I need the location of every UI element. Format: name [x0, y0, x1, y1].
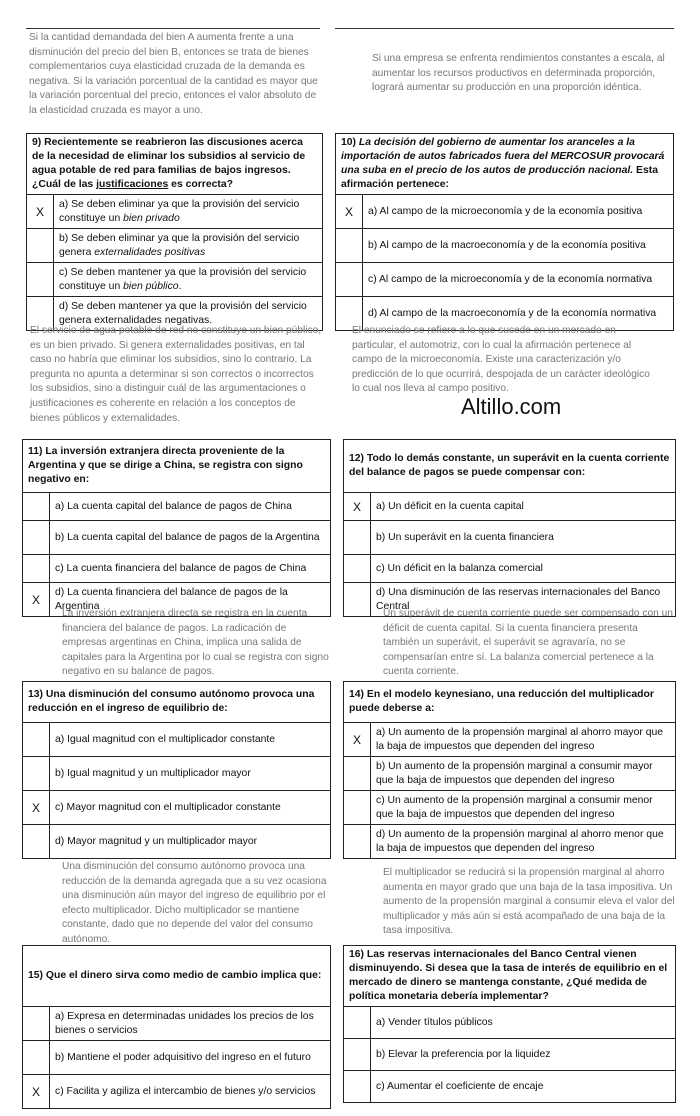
question-16-prompt: 16) Las reservas internacionales del Banco Central vienen disminuyendo. Si desea que la tasa de interés de equilibrio en el mercado de dinero se mantenga constante, ¿Qué medida de política monetaria debería implementar?	[344, 946, 676, 1007]
answer-mark	[336, 263, 363, 297]
question-11-prompt: 11) La inversión extranjera directa proveniente de la Argentina y que se dirige a China, se registra con signo negativo en:	[23, 440, 331, 493]
option-a[interactable]: a) Al campo de la microeconomía y de la economía positiva	[363, 195, 674, 229]
option-b[interactable]: b) La cuenta capital del balance de pagos de la Argentina	[50, 521, 331, 555]
question-12-table	[343, 439, 676, 617]
question-10-explanation: El enunciado se refiere a lo que sucede en un mercado en particular, el automotriz, con lo cual la afirmación pertenece al campo de la microeconomía. Existe una caracterización y/o predicción de lo que ocurrirá, despojada de un carácter ideológico lo cual nos lleva al campo positivo.	[352, 325, 650, 395]
question-9-table	[26, 133, 323, 331]
option-c[interactable]: c) Un déficit en la balanza comercial	[371, 555, 676, 583]
question-13-explanation: Una disminución del consumo autónomo provoca una reducción de la demanda agregada que a su vez ocasiona una disminución aún mayor del ingreso de equilibrio por el efecto multiplicador. Dicho multiplicador se mantiene constante, dado que no depende del valor del consumo autónomo.	[62, 861, 327, 945]
question-11-table	[22, 439, 331, 617]
option-c[interactable]: c) Se deben mantener ya que la provisión del servicio constituye un bien público.	[54, 263, 323, 297]
question-15-table	[22, 945, 331, 1109]
option-a[interactable]: a) La cuenta capital del balance de pagos de China	[50, 493, 331, 521]
answer-mark	[344, 757, 371, 791]
answer-mark	[344, 1039, 371, 1071]
top-left-note: Si la cantidad demandada del bien A aumenta frente a una disminución del precio del bien B, entonces se trata de bienes complementarios cuya elasticidad cruzada de la demanda es negativa. Si la variación porcentual de la cantidad es mayor que la variación porcentual del precio, entonces el valor absoluto de la elasticidad cruzada es mayor a uno.	[29, 32, 318, 116]
option-c[interactable]: c) Al campo de la microeconomía y de la economía normativa	[363, 263, 674, 297]
question-10-table	[335, 133, 674, 331]
option-c[interactable]: c) Mayor magnitud con el multiplicador constante	[50, 791, 331, 825]
option-a[interactable]: a) Se deben eliminar ya que la provisión del servicio constituye un bien privado	[54, 195, 323, 229]
option-d[interactable]: d) Se deben mantener ya que la provisión del servicio genera externalidades negativas.	[54, 297, 323, 331]
option-a[interactable]: a) Un déficit en la cuenta capital	[371, 493, 676, 521]
option-a[interactable]: a) Vender títulos públicos	[371, 1007, 676, 1039]
answer-mark: X	[23, 791, 50, 825]
answer-mark: X	[344, 493, 371, 521]
option-c[interactable]: c) Facilita y agiliza el intercambio de bienes y/o servicios	[50, 1075, 331, 1109]
question-13-table	[22, 681, 331, 859]
option-c[interactable]: c) La cuenta financiera del balance de pagos de China	[50, 555, 331, 583]
option-c[interactable]: c) Aumentar el coeficiente de encaje	[371, 1071, 676, 1103]
option-d[interactable]: d) Una disminución de las reservas internacionales del Banco Central	[371, 583, 676, 617]
answer-mark	[344, 1007, 371, 1039]
question-9-prompt: 9) Recientemente se reabrieron las discusiones acerca de la necesidad de eliminar los subsidios al servicio de agua potable de red para familias de bajos ingresos. ¿Cuál de las justificaciones es correcta?	[27, 134, 323, 195]
option-b[interactable]: b) Un aumento de la propensión marginal a consumir mayor que la baja de impuestos que dependen del ingreso	[371, 757, 676, 791]
answer-mark	[344, 583, 371, 617]
answer-mark	[23, 757, 50, 791]
answer-mark	[23, 1041, 50, 1075]
question-9-explanation: El servicio de agua potable de red no constituye un bien público, es un bien privado. Si genera externalidades positivas, en tal caso no habría que eliminar los subsidios, sino lo contrario. La pregunta no apunta a determinar si son correctos o incorrectos los subsidios, sino a distinguir cuál de las argumentaciones o justificaciones es coherente en relación a los conceptos de bienes públicos y externalidades.	[30, 325, 322, 424]
answer-mark	[344, 1071, 371, 1103]
answer-mark	[23, 1007, 50, 1041]
option-b[interactable]: b) Un superávit en la cuenta financiera	[371, 521, 676, 555]
question-14-explanation: El multiplicador se reducirá si la propensión marginal al ahorro aumenta en mayor grado que una baja de la tasa impositiva. Un aumento de la propensión marginal a consumir eleva el valor del multiplicador y más aún si está acompañado de una baja de la tasa impositiva.	[383, 867, 675, 937]
answer-mark	[23, 825, 50, 859]
answer-mark	[27, 229, 54, 263]
question-14-table	[343, 681, 676, 859]
question-16-table	[343, 945, 676, 1103]
question-15-prompt: 15) Que el dinero sirva como medio de cambio implica que:	[23, 946, 331, 1007]
option-d[interactable]: d) La cuenta financiera del balance de pagos de la Argentina	[50, 583, 331, 617]
answer-mark	[344, 825, 371, 859]
answer-mark	[344, 555, 371, 583]
option-b[interactable]: b) Elevar la preferencia por la liquidez	[371, 1039, 676, 1071]
answer-mark: X	[23, 583, 50, 617]
option-b[interactable]: b) Igual magnitud y un multiplicador mayor	[50, 757, 331, 791]
option-a[interactable]: a) Un aumento de la propensión marginal al ahorro mayor que la baja de impuestos que dependen del ingreso	[371, 723, 676, 757]
answer-mark	[336, 229, 363, 263]
answer-mark	[23, 521, 50, 555]
option-a[interactable]: a) Expresa en determinadas unidades los precios de los bienes o servicios	[50, 1007, 331, 1041]
answer-mark	[23, 723, 50, 757]
option-d[interactable]: d) Mayor magnitud y un multiplicador mayor	[50, 825, 331, 859]
divider	[335, 28, 674, 29]
answer-mark: X	[344, 723, 371, 757]
question-12-explanation: Un superávit de cuenta corriente puede ser compensado con un déficit de cuenta capital. Si la cuenta financiera presenta también un superávit, el superávit se agravaría, no se compensarían entre sí. La balanza comercial pertenece a la cuenta corriente.	[383, 608, 673, 678]
option-b[interactable]: b) Se deben eliminar ya que la provisión del servicio genera externalidades positivas	[54, 229, 323, 263]
question-11-explanation: La inversión extranjera directa se registra en la cuenta financiera del balance de pagos. La radicación de empresas argentinas en China, implica una salida de capitales para la Argentina por lo cual se registra con signo negativo en su balance de pagos.	[62, 608, 329, 678]
answer-mark	[23, 555, 50, 583]
option-a[interactable]: a) Igual magnitud con el multiplicador constante	[50, 723, 331, 757]
question-12-prompt: 12) Todo lo demás constante, un superávit en la cuenta corriente del balance de pagos se puede compensar con:	[344, 440, 676, 493]
answer-mark: X	[27, 195, 54, 229]
answer-mark: X	[23, 1075, 50, 1109]
answer-mark	[344, 521, 371, 555]
answer-mark: X	[336, 195, 363, 229]
option-d[interactable]: d) Un aumento de la propensión marginal al ahorro menor que la baja de impuestos que dependen del ingreso	[371, 825, 676, 859]
option-b[interactable]: b) Mantiene el poder adquisitivo del ingreso en el futuro	[50, 1041, 331, 1075]
divider	[26, 28, 320, 29]
question-14-prompt: 14) En el modelo keynesiano, una reducción del multiplicador puede deberse a:	[344, 682, 676, 723]
answer-mark	[344, 791, 371, 825]
question-10-prompt: 10) La decisión del gobierno de aumentar los aranceles a la importación de autos fabricados fuera del MERCOSUR provocará una suba en el precio de los autos de producción nacional. Esta afirmación pertenece:	[336, 134, 674, 195]
option-d[interactable]: d) Al campo de la macroeconomía y de la economía normativa	[363, 297, 674, 331]
option-c[interactable]: c) Un aumento de la propensión marginal a consumir menor que la baja de impuestos que dependen del ingreso	[371, 791, 676, 825]
option-b[interactable]: b) Al campo de la macroeconomía y de la economía positiva	[363, 229, 674, 263]
answer-mark	[23, 493, 50, 521]
answer-mark	[27, 263, 54, 297]
question-13-prompt: 13) Una disminución del consumo autónomo provoca una reducción en el ingreso de equilibrio de:	[23, 682, 331, 723]
altillo-watermark: Altillo.com	[461, 394, 562, 419]
top-right-note: Si una empresa se enfrenta rendimientos constantes a escala, al aumentar los recursos productivos en determinada proporción, logrará aumentar su producción en una proporción idéntica.	[372, 53, 665, 94]
